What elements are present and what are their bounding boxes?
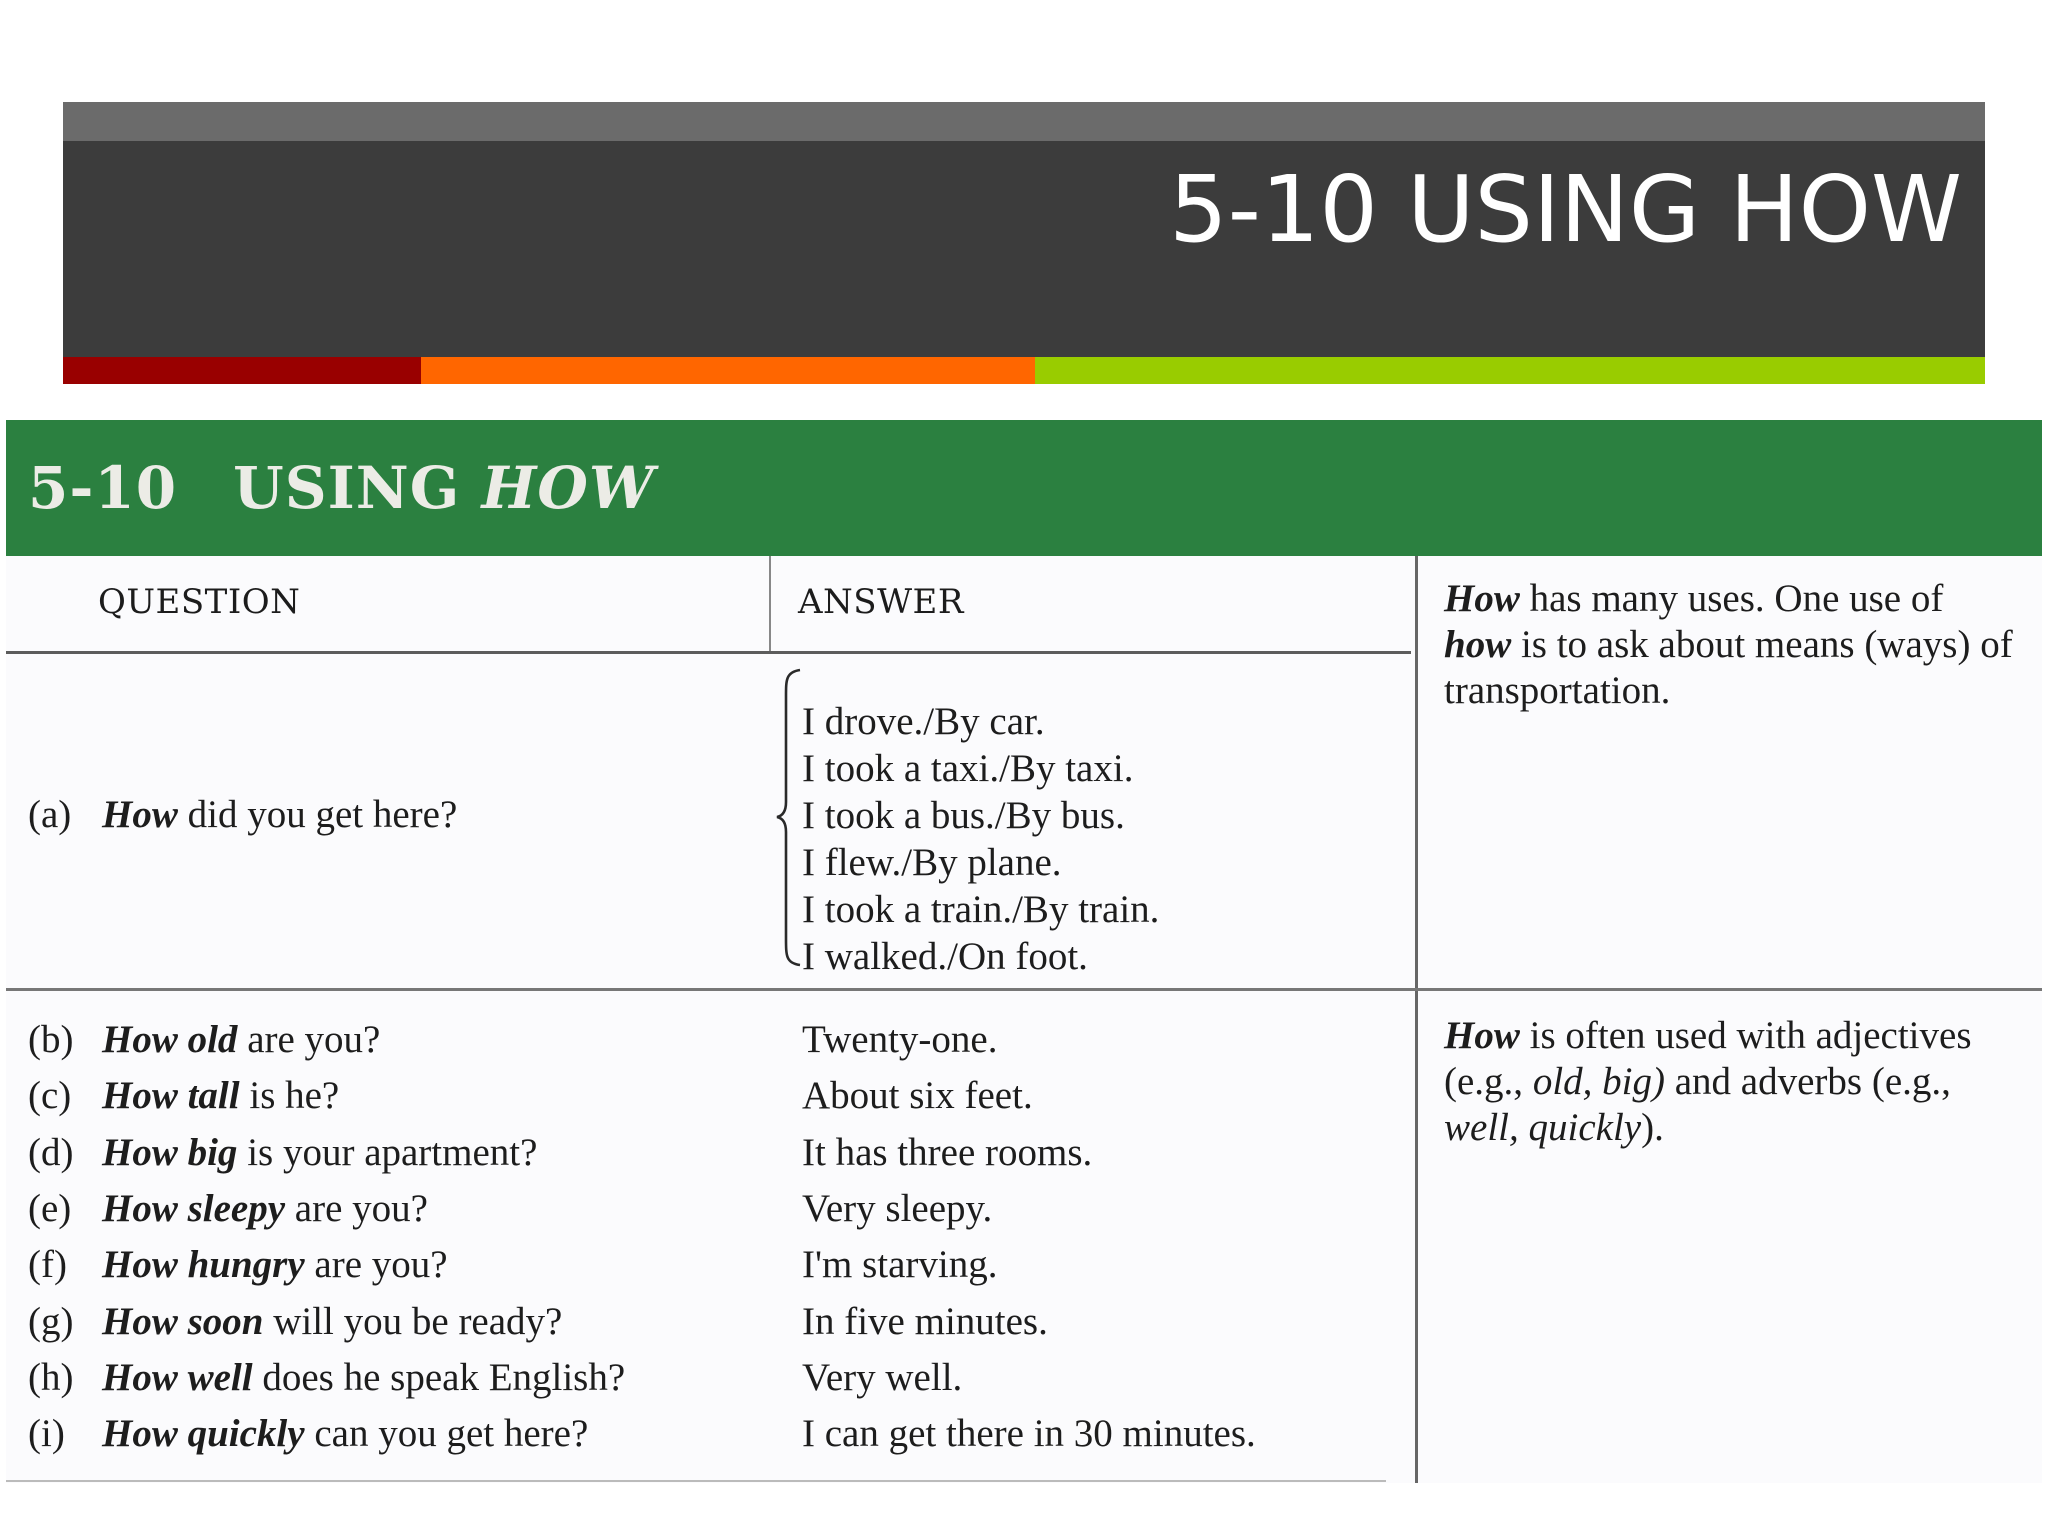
- question-row: [28, 1020, 380, 1059]
- answer-line: I took a taxi./By taxi.: [802, 747, 1134, 790]
- answer-text: About six feet.: [802, 1074, 1033, 1118]
- question-keyword: How: [102, 793, 178, 836]
- question-text: are you?: [285, 1186, 428, 1230]
- note-example-italic: well, quickly: [1444, 1106, 1642, 1149]
- chart-heading: [233, 454, 655, 522]
- answer-line: I flew./By plane.: [802, 841, 1062, 884]
- note-text: ).: [1641, 1106, 1664, 1149]
- column-header-question: QUESTION: [98, 582, 301, 622]
- answer-text: I'm starving.: [802, 1243, 998, 1287]
- note-transportation: [1444, 576, 2014, 714]
- column-divider: [769, 556, 771, 654]
- question-letter: (i): [28, 1412, 65, 1456]
- note-example-italic: old, big): [1532, 1060, 1665, 1103]
- chart-heading-plain: USING: [233, 454, 461, 522]
- answer-text: It has three rooms.: [802, 1130, 1093, 1174]
- note-text: and adverbs (e.g.,: [1664, 1060, 1951, 1103]
- question-letter: (f): [28, 1243, 67, 1287]
- question-text: will you be ready?: [263, 1299, 563, 1343]
- question-keyword: How well: [102, 1355, 253, 1399]
- question-row: [28, 1412, 589, 1456]
- question-letter: (a): [28, 793, 72, 836]
- answer-line: I walked./On foot.: [802, 935, 1088, 978]
- question-row: [28, 1299, 563, 1343]
- answer-text: In five minutes.: [802, 1299, 1048, 1343]
- question-keyword: How tall: [102, 1074, 240, 1118]
- slide-title: 5-10 USING HOW: [1169, 156, 1962, 263]
- chart-number: 5-10: [28, 454, 178, 522]
- question-text: does he speak English?: [252, 1355, 626, 1399]
- column-header-answer: ANSWER: [798, 582, 964, 622]
- question-row: [28, 1130, 538, 1174]
- question-keyword: How quickly: [102, 1412, 305, 1456]
- note-text: is often used with adjectives (e.g.,: [1444, 1014, 1972, 1103]
- accent-bar-red: [63, 357, 421, 384]
- answer-text: Twenty-one.: [802, 1018, 998, 1061]
- question-text: did you get here?: [177, 793, 458, 836]
- question-keyword: How sleepy: [102, 1186, 286, 1230]
- answer-line: I took a train./By train.: [802, 888, 1160, 931]
- question-text: is he?: [239, 1074, 340, 1118]
- slide-header: [63, 102, 1985, 384]
- note-keyword: How: [1444, 577, 1520, 620]
- accent-bar-orange: [421, 357, 1035, 384]
- answer-line: I drove./By car.: [802, 700, 1045, 743]
- note-text: is to ask about means (ways) of transportation.: [1444, 623, 2013, 712]
- grammar-chart: [6, 420, 2042, 1483]
- question-row: [28, 1186, 428, 1230]
- question-letter: (c): [28, 1074, 72, 1118]
- section-rule: [6, 988, 2042, 991]
- question-keyword: How big: [102, 1130, 238, 1174]
- question-keyword: How hungry: [102, 1243, 305, 1287]
- accent-bar-green: [1035, 357, 1985, 384]
- question-text: is your apartment?: [237, 1130, 538, 1174]
- question-text: are you?: [304, 1243, 448, 1287]
- note-keyword: how: [1444, 623, 1512, 666]
- chart-banner: [6, 420, 2042, 556]
- accent-bar: [63, 357, 1985, 384]
- question-letter: (h): [28, 1355, 74, 1399]
- question-letter: (e): [28, 1186, 72, 1230]
- question-keyword: How old: [102, 1018, 238, 1061]
- notes-divider: [1415, 556, 1418, 1483]
- question-letter: (b): [28, 1018, 74, 1061]
- question-row: [28, 1243, 448, 1287]
- answer-line: I took a bus./By bus.: [802, 794, 1125, 837]
- note-adjectives-adverbs: [1444, 1013, 2014, 1151]
- question-a: [28, 795, 457, 834]
- bottom-rule: [6, 1480, 1386, 1482]
- question-letter: (d): [28, 1130, 74, 1174]
- question-text: are you?: [237, 1018, 381, 1061]
- note-text: has many uses. One use of: [1519, 577, 1944, 620]
- answer-text: Very sleepy.: [802, 1186, 993, 1230]
- curly-brace-icon: [774, 666, 804, 969]
- header-rule: [6, 651, 1411, 654]
- question-text: can you get here?: [304, 1412, 589, 1456]
- answer-text: Very well.: [802, 1355, 963, 1399]
- header-top-strip: [63, 102, 1985, 141]
- chart-heading-italic: HOW: [481, 454, 655, 522]
- question-row: [28, 1355, 626, 1399]
- answer-text: I can get there in 30 minutes.: [802, 1412, 1256, 1456]
- question-letter: (g): [28, 1299, 74, 1343]
- question-row: [28, 1074, 340, 1118]
- question-keyword: How soon: [102, 1299, 264, 1343]
- note-keyword: How: [1444, 1014, 1520, 1057]
